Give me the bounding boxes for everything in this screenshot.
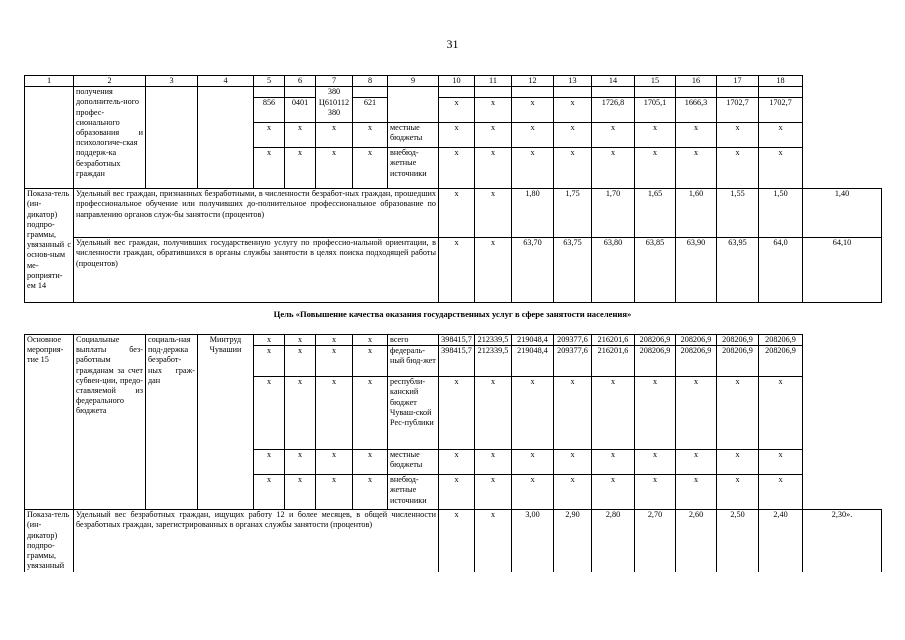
table-cell: x	[285, 450, 316, 475]
table-row	[25, 87, 882, 98]
table-cell: x	[512, 148, 554, 189]
table-cell: x	[316, 123, 353, 148]
table-cell: 64,10	[803, 238, 882, 303]
table-cell: 1702,7	[759, 98, 803, 123]
table-cell: 1702,7	[717, 98, 759, 123]
table-cell: x	[592, 450, 635, 475]
table-cell: x	[475, 377, 512, 450]
table-cell: внебюд-жетные источники	[388, 475, 439, 510]
table-cell: 398415,7	[439, 346, 475, 377]
table-cell: x	[353, 335, 388, 346]
table-cell: x	[475, 238, 512, 303]
goal-title: Цель «Повышение качества оказания государственных услуг в сфере занятости населения»	[273, 309, 632, 319]
table-cell: x	[512, 98, 554, 123]
table-cell	[439, 87, 475, 98]
table-cell: x	[254, 148, 285, 189]
table-cell: 1,70	[592, 189, 635, 238]
table-cell	[512, 87, 554, 98]
table-cell: 398415,7	[439, 335, 475, 346]
column-number-cell: 6	[285, 76, 316, 87]
table-cell: x	[554, 377, 592, 450]
table-cell: x	[554, 98, 592, 123]
table-cell: 208206,9	[717, 346, 759, 377]
table-cell: x	[717, 475, 759, 510]
table-cell: x	[439, 98, 475, 123]
table-cell: x	[759, 377, 803, 450]
table-cell	[717, 87, 759, 98]
page-number: 31	[446, 37, 459, 51]
table-cell	[759, 87, 803, 98]
table-cell: 63,95	[717, 238, 759, 303]
table-cell: x	[316, 450, 353, 475]
table-cell: x	[759, 450, 803, 475]
table-cell: 212339,5	[475, 335, 512, 346]
table-cell: x	[635, 148, 676, 189]
table-cell: x	[254, 123, 285, 148]
column-number-cell: 8	[353, 76, 388, 87]
table-cell: 208206,9	[717, 335, 759, 346]
table-cell: 63,75	[554, 238, 592, 303]
indicator-text-cell: Удельный вес граждан, признанных безработными, в численности безработ-ных граждан, прошедших профессиональное обучение или получивших до-полнительное профессиональное образование по направлению органов служ-бы занятости (процентов)	[74, 189, 439, 238]
table-cell: x	[635, 475, 676, 510]
table-cell: 219048,4	[512, 346, 554, 377]
table-cell: x	[316, 475, 353, 510]
table-cell: x	[439, 189, 475, 238]
table-cell: 2,40	[759, 510, 803, 573]
column-number-cell: 2	[74, 76, 146, 87]
table-cell: x	[316, 148, 353, 189]
table-cell: x	[592, 123, 635, 148]
table-cell: всего	[388, 335, 439, 346]
table-cell: 63,85	[635, 238, 676, 303]
table-cell: x	[353, 148, 388, 189]
indicator-label-cell: Показа-тель (ин-дикатор) подпро-граммы, увязанный с основ-ным ме-роприяти-ем 14	[25, 189, 74, 303]
table-cell: x	[554, 450, 592, 475]
bottom-table	[24, 334, 882, 572]
table-cell: x	[475, 148, 512, 189]
table-cell: x	[512, 123, 554, 148]
table-cell: 2,50	[717, 510, 759, 573]
column-number-cell: 7	[316, 76, 353, 87]
table-cell	[254, 87, 285, 98]
table-cell: местные бюджеты	[388, 450, 439, 475]
table-cell: x	[439, 377, 475, 450]
table-cell: 208206,9	[759, 335, 803, 346]
table-cell: федераль-ный бюд-жет	[388, 346, 439, 377]
table-cell: x	[635, 377, 676, 450]
table-cell: 208206,9	[676, 346, 717, 377]
table-cell: x	[254, 450, 285, 475]
table-cell: x	[475, 475, 512, 510]
table-cell: x	[254, 335, 285, 346]
table-cell: 1,50	[759, 189, 803, 238]
table-cell: 2,90	[554, 510, 592, 573]
indicator-row	[25, 189, 882, 238]
column-number-cell: 13	[554, 76, 592, 87]
indicator-row	[25, 238, 882, 303]
table-cell: 1705,1	[635, 98, 676, 123]
table-cell: x	[759, 475, 803, 510]
column-number-cell: 17	[717, 76, 759, 87]
table-cell: 1,60	[676, 189, 717, 238]
table-cell: местные бюджеты	[388, 123, 439, 148]
table-cell: 63,70	[512, 238, 554, 303]
table-cell: 209377,6	[554, 346, 592, 377]
column-number-cell: 9	[388, 76, 439, 87]
table-cell: x	[676, 450, 717, 475]
table-cell	[146, 87, 198, 189]
table-cell: x	[635, 450, 676, 475]
column-number-cell: 4	[198, 76, 254, 87]
table-cell: x	[475, 98, 512, 123]
table-cell: x	[512, 377, 554, 450]
table-cell: x	[592, 148, 635, 189]
table-cell: 2,80	[592, 510, 635, 573]
table-cell: x	[285, 377, 316, 450]
table-cell: 1726,8	[592, 98, 635, 123]
table-cell	[635, 87, 676, 98]
table-cell: 208206,9	[635, 335, 676, 346]
table-cell: x	[285, 346, 316, 377]
table-cell: x	[353, 123, 388, 148]
table-cell: 208206,9	[676, 335, 717, 346]
table-cell: x	[592, 475, 635, 510]
column-number-cell: 1	[25, 76, 74, 87]
table-cell: x	[353, 450, 388, 475]
table-cell	[592, 87, 635, 98]
table-cell: x	[353, 475, 388, 510]
table-cell: x	[554, 148, 592, 189]
table-cell: x	[676, 377, 717, 450]
table-cell: x	[475, 510, 512, 573]
table-cell: x	[512, 450, 554, 475]
indicator-row	[25, 510, 882, 573]
indicator-label-cell: Показа-тель (ин-дикатор) подпро-граммы, увязанный	[25, 510, 74, 573]
table-cell	[25, 87, 74, 189]
table-cell: 2,30».	[803, 510, 882, 573]
table-cell	[554, 87, 592, 98]
table-cell: x	[676, 475, 717, 510]
table-cell: x	[554, 475, 592, 510]
table-cell: x	[316, 335, 353, 346]
table-cell: x	[717, 148, 759, 189]
column-number-cell: 3	[146, 76, 198, 87]
table-cell: 1,75	[554, 189, 592, 238]
table-cell: x	[717, 377, 759, 450]
measure-name-cell: Социальные выплаты без-работным гражданам за счет субвен-ции, предо-ставляемой из федерального бюджета	[74, 335, 146, 510]
table-cell: x	[676, 123, 717, 148]
table-cell: 856	[254, 98, 285, 123]
table-cell: 216201,6	[592, 335, 635, 346]
table-cell: 63,90	[676, 238, 717, 303]
table-cell: Ц610112 380	[316, 98, 353, 123]
table-cell: 3,00	[512, 510, 554, 573]
table-cell: 1,40	[803, 189, 882, 238]
table-cell: x	[759, 123, 803, 148]
table-cell: x	[254, 475, 285, 510]
table-cell: x	[353, 346, 388, 377]
table-cell: x	[439, 450, 475, 475]
top-table	[24, 75, 882, 303]
column-number-cell: 14	[592, 76, 635, 87]
table-cell: x	[439, 123, 475, 148]
table-cell: x	[759, 148, 803, 189]
table-cell	[388, 87, 439, 123]
table-cell: x	[285, 335, 316, 346]
table-cell: x	[254, 346, 285, 377]
indicator-text-cell: Удельный вес граждан, получивших государственную услугу по профессио-нальной ориентации, в численности граждан, обратившихся в органы службы занятости в целях поиска подходящей работы (процентов)	[74, 238, 439, 303]
column-number-cell: 12	[512, 76, 554, 87]
executor-cell: Минтруд Чувашии	[198, 335, 254, 510]
column-number-cell: 18	[759, 76, 803, 87]
table-cell: 208206,9	[635, 346, 676, 377]
table-cell: 216201,6	[592, 346, 635, 377]
measure-name-cell: получения дополнитель-ного профес-сионального образования и психологиче-ская поддерж-ка безработных граждан	[74, 87, 146, 189]
table-cell: x	[554, 123, 592, 148]
column-number-cell: 16	[676, 76, 717, 87]
column-number-cell: 15	[635, 76, 676, 87]
table-cell: x	[635, 123, 676, 148]
table-row	[25, 335, 882, 346]
column-number-cell: 5	[254, 76, 285, 87]
table-cell: x	[316, 346, 353, 377]
table-cell: внебюд-жетные источники	[388, 148, 439, 189]
table-cell: 1,65	[635, 189, 676, 238]
table-cell: 208206,9	[759, 346, 803, 377]
table-cell	[285, 87, 316, 98]
table-cell: 209377,6	[554, 335, 592, 346]
table-cell: 219048,4	[512, 335, 554, 346]
table-cell: x	[592, 377, 635, 450]
table-cell: x	[475, 189, 512, 238]
table-cell: x	[439, 510, 475, 573]
table-cell: 2,60	[676, 510, 717, 573]
table-cell: 1,55	[717, 189, 759, 238]
table-cell: 1,80	[512, 189, 554, 238]
table-cell: 64,0	[759, 238, 803, 303]
table-cell: x	[439, 148, 475, 189]
table-cell: 63,80	[592, 238, 635, 303]
table-cell: x	[475, 450, 512, 475]
table-cell: x	[285, 475, 316, 510]
measure-type-cell: социаль-ная под-держка безработ-ных граж-дан	[146, 335, 198, 510]
table-cell: 1666,3	[676, 98, 717, 123]
table-cell: x	[475, 123, 512, 148]
header-row	[25, 76, 882, 87]
table-cell: 212339,5	[475, 346, 512, 377]
table-cell: x	[717, 123, 759, 148]
table-cell	[475, 87, 512, 98]
table-cell: x	[316, 377, 353, 450]
table-cell: x	[285, 148, 316, 189]
table-cell: республи-канский бюджет Чуваш-ской Рес-публики	[388, 377, 439, 450]
table-cell	[353, 87, 388, 98]
table-cell: 380	[316, 87, 353, 98]
table-cell: x	[254, 377, 285, 450]
table-cell: 2,70	[635, 510, 676, 573]
table-cell: x	[439, 238, 475, 303]
indicator-text-cell: Удельный вес безработных граждан, ищущих работу 12 и более месяцев, в общей численности безработных граждан, зарегистрированных в органах службы занятости (процентов)	[74, 510, 439, 573]
table-cell: x	[353, 377, 388, 450]
column-number-cell: 10	[439, 76, 475, 87]
column-number-cell: 11	[475, 76, 512, 87]
table-cell: x	[439, 475, 475, 510]
measure-label-cell: Основное мероприя-тие 15	[25, 335, 74, 510]
table-cell: x	[676, 148, 717, 189]
table-cell	[676, 87, 717, 98]
table-cell: x	[285, 123, 316, 148]
table-cell: x	[512, 475, 554, 510]
table-cell: 621	[353, 98, 388, 123]
table-cell: x	[717, 450, 759, 475]
table-cell: 0401	[285, 98, 316, 123]
table-cell	[198, 87, 254, 189]
